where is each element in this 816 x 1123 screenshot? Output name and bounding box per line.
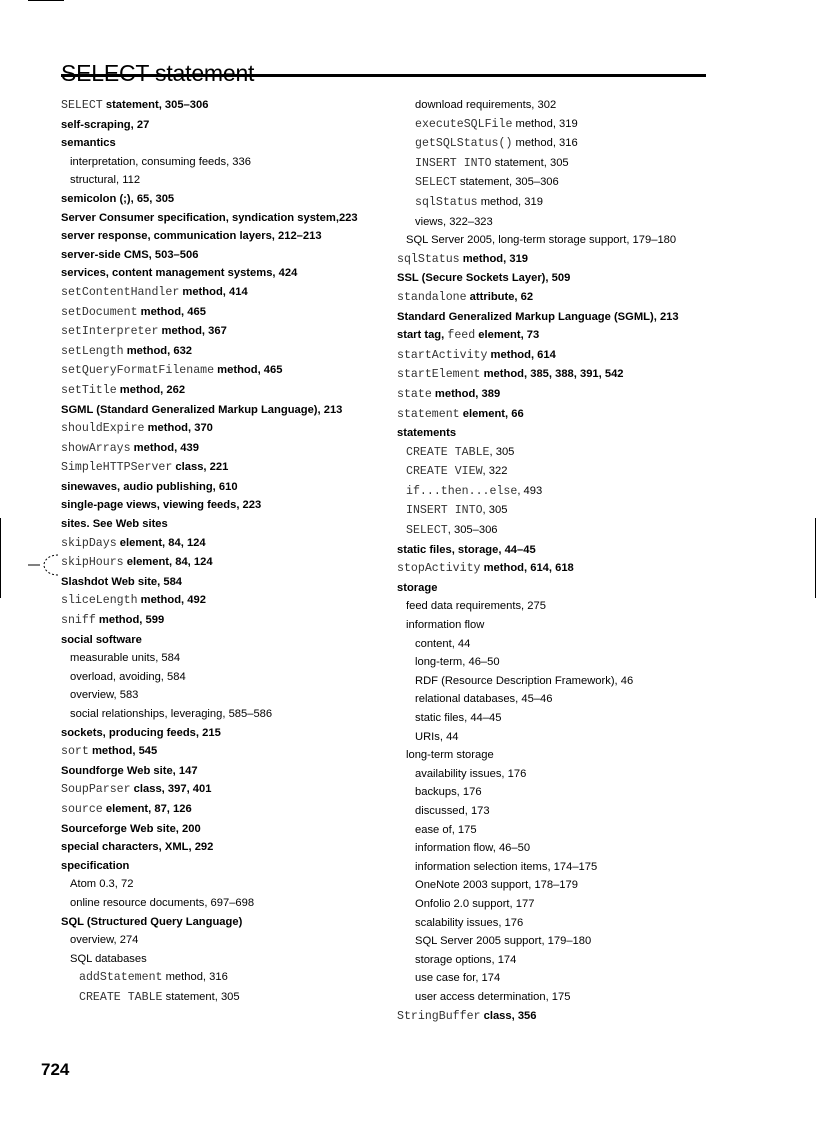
entry-text: overview, 274 [70,934,139,947]
index-entry [61,381,391,401]
index-entry [397,914,737,933]
index-entry [61,631,391,650]
entry-text: online resource documents, 697–698 [70,896,255,909]
entry-text: method, 545 [88,745,158,758]
entry-text: feed data requirements, 275 [406,600,546,613]
index-entry [397,728,737,747]
index-entry [397,932,737,951]
entry-text: Server Consumer specification, syndication system, [61,211,339,224]
index-entry [61,668,391,687]
entry-text: static files, storage, 44–45 [397,543,536,556]
entry-code: setContentHandler [61,285,180,299]
index-entry [61,96,391,116]
index-entry [61,419,391,439]
entry-text: method, 614, 618 [480,562,574,575]
index-entry [397,895,737,914]
entry-code: addStatement [79,971,163,985]
index-entry [61,742,391,762]
entry-code: SELECT [61,99,103,112]
entry-code: CREATE VIEW [406,465,483,479]
entry-code: setDocument [61,305,138,319]
index-entry [61,780,391,800]
entry-code: setInterpreter [61,325,159,339]
index-entry [397,559,737,579]
index-entry [397,443,737,463]
entry-text: statements [397,427,457,440]
entry-term: start tag, [397,329,448,342]
index-entry [61,246,391,265]
index-entry [61,686,391,705]
entry-text: information flow, 46–50 [415,842,531,855]
entry-text: discussed, 173 [415,804,490,817]
entry-text: method, 262 [116,383,186,396]
index-entry [397,1007,737,1027]
binding-mark-icon [20,553,60,577]
entry-text: availability issues, 176 [415,767,527,780]
index-entry [397,288,737,308]
entry-text: information flow [406,619,485,632]
index-entry [397,154,737,174]
index-entry [397,969,737,988]
index-entry [397,839,737,858]
index-entry [397,876,737,895]
entry-text: services, content management systems, 424 [61,267,298,280]
index-entry [397,326,737,346]
entry-text: server response, communication layers, 212–213 [61,230,322,243]
entry-text: special characters, XML, 292 [61,841,214,854]
entry-code: stopActivity [397,562,481,576]
entry-text: method, 614 [487,348,556,361]
entry-code: startElement [397,368,481,382]
entry-text: , 305 [482,504,508,517]
entry-text: , 305–306 [447,524,498,537]
index-entry [61,171,391,190]
entry-text: SQL (Structured Query Language) [61,915,243,928]
entry-text: , 305 [489,445,515,458]
entry-text: content, 44 [415,637,471,650]
index-entry [61,283,391,303]
entry-text: single-page views, viewing feeds, 223 [61,499,262,512]
entry-code: setTitle [61,383,117,397]
index-entry [397,616,737,635]
index-entry [61,134,391,153]
index-entry [61,968,391,988]
index-entry [61,458,391,478]
entry-code: sort [61,745,89,759]
entry-code: startActivity [397,348,488,362]
entry-locator: element, 73 [475,329,540,342]
index-entry [61,478,391,497]
index-entry [397,115,737,135]
index-entry [61,705,391,724]
index-entry [397,653,737,672]
entry-text: element, 84, 124 [116,536,206,549]
index-entry [61,264,391,283]
entry-code: StringBuffer [397,1009,481,1023]
index-entry [397,308,737,327]
entry-text: SSL (Secure Sockets Layer), 509 [397,272,571,285]
index-entry [397,501,737,521]
entry-text: Soundforge Web site, 147 [61,764,198,777]
entry-text: method, 319 [477,195,543,208]
entry-text: method, 385, 388, 391, 542 [480,368,624,381]
index-entry [397,231,737,250]
entry-text: SQL databases [70,952,147,965]
index-entry [61,209,391,228]
index-entry [397,250,737,270]
index-entry [397,96,737,115]
index-entry [397,462,737,482]
entry-text: self-scraping, 27 [61,118,150,131]
entry-text: element, 66 [459,407,524,420]
entry-code: statement [397,407,460,421]
entry-text: SQL Server 2005, long-term storage support, 179–180 [406,234,677,247]
index-column-left [61,96,391,1008]
entry-text: overload, avoiding, 584 [70,670,186,683]
index-entry [397,269,737,288]
index-entry [61,534,391,554]
entry-text: method, 319 [459,252,529,265]
index-entry [61,800,391,820]
index-entry [61,439,391,459]
entry-text: structural, 112 [70,174,141,187]
index-entry [397,802,737,821]
index-entry [61,591,391,611]
entry-text: ease of, 175 [415,823,477,836]
index-entry [61,401,391,420]
entry-text: element, 87, 126 [102,802,192,815]
entry-text: Slashdot Web site, 584 [61,575,183,588]
index-entry [397,672,737,691]
entry-text: SQL Server 2005 support, 179–180 [415,935,592,948]
entry-text: statement, 305 [491,156,569,169]
entry-text: method, 439 [130,441,199,454]
index-entry [397,579,737,598]
index-entry [61,857,391,876]
entry-code: getSQLStatus() [415,137,513,151]
index-entry [397,405,737,425]
index-entry [61,116,391,135]
index-entry [397,951,737,970]
entry-text: user access determination, 175 [415,990,571,1003]
entry-text: interpretation, consuming feeds, 336 [70,155,251,168]
index-entry [397,858,737,877]
entry-text: measurable units, 584 [70,652,181,665]
entry-code: source [61,802,103,816]
entry-code: shouldExpire [61,422,145,436]
index-entry [61,153,391,172]
index-entry [61,322,391,342]
entry-text: information selection items, 174–175 [415,860,598,873]
entry-text: Onfolio 2.0 support, 177 [415,897,535,910]
index-entry [397,709,737,728]
entry-text: method, 492 [137,594,206,607]
entry-text: storage [397,581,438,594]
index-entry [61,838,391,857]
entry-code: sqlStatus [415,195,478,209]
index-entry [61,950,391,969]
index-entry [61,875,391,894]
index-entry [397,541,737,560]
top-crop-rule [28,0,64,1]
entry-text: method, 465 [137,305,206,318]
entry-code: standalone [397,290,467,304]
entry-text: long-term, 46–50 [415,656,500,669]
entry-text: class, 221 [172,461,229,474]
entry-code: CREATE TABLE [406,445,490,459]
entry-text: statement, 305–306 [102,99,209,111]
entry-text: SGML (Standard Generalized Markup Language), 213 [61,403,343,416]
index-entry [397,988,737,1007]
entry-text: backups, 176 [415,786,482,799]
entry-text: method, 367 [158,325,227,338]
entry-text: semicolon (;), 65, 305 [61,192,175,205]
index-entry [397,213,737,232]
entry-text: sinewaves, audio publishing, 610 [61,480,238,493]
entry-text: OneNote 2003 support, 178–179 [415,879,578,892]
entry-text: Atom 0.3, 72 [70,878,134,891]
index-entry [61,515,391,534]
entry-code: SELECT [415,176,457,190]
page-number: 724 [41,1060,70,1079]
index-entry [61,496,391,515]
index-entry [61,724,391,743]
entry-text: , 322 [482,465,508,478]
entry-text: method, 632 [123,344,193,357]
entry-code: setLength [61,344,124,358]
index-entry [61,988,391,1008]
entry-text: Sourceforge Web site, 200 [61,822,201,835]
entry-text: static files, 44–45 [415,712,502,724]
entry-code: sniff [61,614,96,628]
entry-text: storage options, 174 [415,953,517,966]
entry-text: method, 316 [162,971,228,984]
entry-code: showArrays [61,441,131,455]
index-entry [61,611,391,631]
index-column-right [397,96,737,1026]
entry-text: RDF (Resource Description Framework), 46 [415,674,634,687]
index-entry [61,931,391,950]
entry-code: executeSQLFile [415,117,513,131]
index-entry [61,894,391,913]
entry-text: specification [61,859,130,872]
index-entry [397,424,737,443]
entry-code: skipHours [61,556,124,570]
entry-text: method, 599 [95,614,165,627]
entry-text: attribute, 62 [466,290,534,303]
index-entry [61,820,391,839]
entry-code: CREATE TABLE [79,990,163,1004]
index-entry [397,821,737,840]
index-entry [397,746,737,765]
index-entry [61,649,391,668]
entry-text: server-side CMS, 503–506 [61,248,199,261]
entry-text: class, 356 [480,1009,537,1022]
entry-text: method, 370 [144,422,213,435]
entry-text: Standard Generalized Markup Language (SGML), 213 [397,310,679,323]
index-entry [61,573,391,592]
header-rule [61,74,706,77]
entry-text: social software [61,633,142,646]
index-entry [397,783,737,802]
entry-text: method, 319 [512,117,578,130]
entry-text: statement, 305–306 [456,176,559,189]
entry-text: statement, 305 [162,990,240,1003]
entry-text: element, 84, 124 [123,556,213,569]
index-entry [397,690,737,709]
entry-text: views, 322–323 [415,215,493,228]
index-entry [397,521,737,541]
index-entry [61,303,391,323]
entry-text: long-term storage [406,749,494,762]
entry-code: setQueryFormatFilename [61,364,215,378]
entry-text: URIs, 44 [415,730,459,743]
index-entry [397,765,737,784]
entry-code: INSERT INTO [415,156,492,170]
entry-text: method, 389 [431,387,501,400]
entry-text: method, 414 [179,285,248,298]
index-entry [397,597,737,616]
index-entry [61,342,391,362]
entry-text: overview, 583 [70,689,139,702]
entry-code: SimpleHTTPServer [61,461,173,475]
entry-text: method, 316 [512,137,578,150]
index-entry [397,365,737,385]
entry-text: , 493 [517,484,543,497]
entry-code: state [397,387,432,401]
entry-text: social relationships, leveraging, 585–586 [70,708,273,720]
margin-mark-left [0,518,1,598]
index-entry [61,913,391,932]
entry-code: SoupParser [61,783,131,797]
index-entry [397,134,737,154]
index-entry [61,227,391,246]
entry-text: sockets, producing feeds, 215 [61,726,221,739]
entry-text: use case for, 174 [415,972,501,985]
entry-text: scalability issues, 176 [415,916,524,929]
entry-code: sliceLength [61,594,138,608]
index-entry [61,361,391,381]
index-entry [397,346,737,366]
entry-text: relational databases, 45–46 [415,693,553,706]
entry-code: feed [447,329,476,343]
index-entry [397,635,737,654]
entry-code: sqlStatus [397,252,460,266]
index-entry [61,553,391,573]
index-entry [397,193,737,213]
index-entry [397,482,737,502]
entry-text: semantics [61,137,116,150]
entry-code: INSERT INTO [406,504,483,518]
entry-text: sites. See Web sites [61,518,168,531]
entry-code: SELECT [406,524,448,538]
index-entry [397,385,737,405]
entry-code: skipDays [61,536,117,550]
entry-continuation: 223 [338,211,358,224]
index-entry [397,173,737,193]
index-entry [61,190,391,209]
index-entry [61,762,391,781]
entry-text: download requirements, 302 [415,99,557,111]
entry-text: method, 465 [214,364,283,377]
entry-text: class, 397, 401 [130,783,212,796]
entry-code: if...then...else [406,484,518,498]
